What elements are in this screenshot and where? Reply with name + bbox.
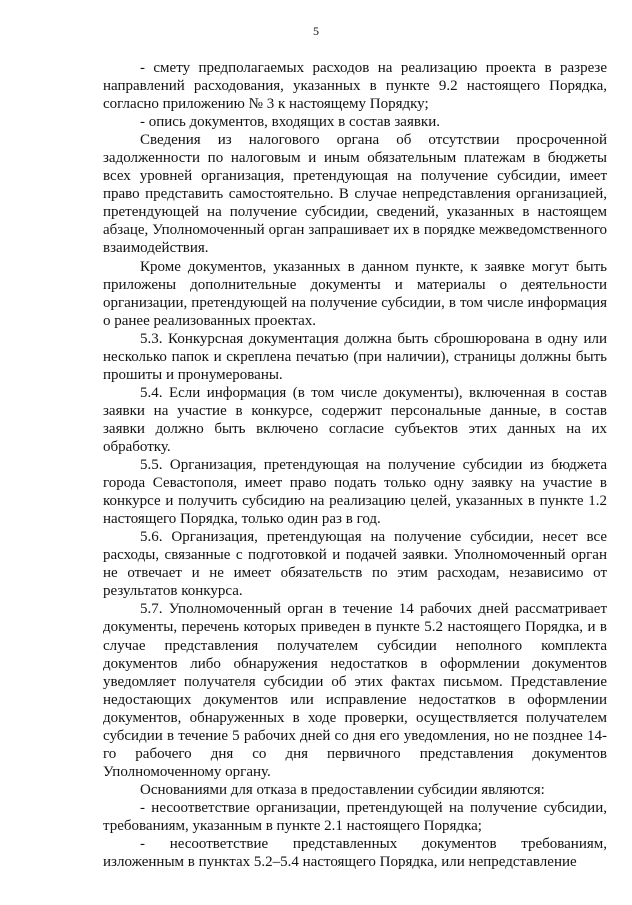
paragraph-estimate: - смету предполагаемых расходов на реализацию проекта в разрезе направлений расходования, указанных в пункте 9.2 настоящего Порядка, согласно приложению № 3 к настоящему Порядку; [103,60,607,113]
document-body [103,59,607,871]
paragraph-organization-mismatch: - несоответствие организации, претендующей на получение субсидии, требованиям, указанным в пункте 2.1 настоящего Порядка; [103,799,607,834]
paragraph-additional-documents: Кроме документов, указанных в данном пункте, к заявке могут быть приложены дополнительные документы и материалы о деятельности организации, претендующей на получение субсидии, в том числе информация о ранее реализованных проектах. [103,258,607,329]
page-number: 5 [313,24,319,38]
paragraph-5-5: 5.5. Организация, претендующая на получение субсидии из бюджета города Севастополя, имеет право подать только одну заявку на участие в конкурсе и получить субсидию на реализацию целей, указанных в пункте 1.2 настоящего Порядка, только один раз в год. [103,457,607,528]
paragraph-refusal-grounds: Основаниями для отказа в предоставлении субсидии являются: [140,781,545,798]
paragraph-5-7: 5.7. Уполномоченный орган в течение 14 рабочих дней рассматривает документы, перечень которых приведен в пункте 5.2 настоящего Порядка, и в случае представления получателем субсидии неполного комплекта документов либо обнаружения недостатков в оформлении документов уведомляет получателя субсидии об этих фактах письмом. Представление недостающих документов или исправление недостатков в оформлении документов, обнаруженных в ходе проверки, осуществляется получателем субсидии в течение 5 рабочих дней со дня его уведомления, но не позднее 14-го рабочего дня со дня первичного представления документов Уполномоченному органу. [103,601,607,780]
paragraph-documents-mismatch: - несоответствие представленных документов требованиям, изложенным в пунктах 5.2–5.4 настоящего Порядка, или непредставление [103,836,607,871]
paragraph-inventory: - опись документов, входящих в состав заявки. [140,114,440,131]
paragraph-5-3: 5.3. Конкурсная документация должна быть сброшюрована в одну или несколько папок и скреплена печатью (при наличии), страницы должны быть прошиты и пронумерованы. [103,330,607,383]
paragraph-tax-info: Сведения из налогового органа об отсутствии просроченной задолженности по налоговым и иным обязательным платежам в бюджеты всех уровней организация, претендующая на получение субсидии, имеет право представить самостоятельно. В случае непредставления организацией, претендующей на получение субсидии, сведений, указанных в настоящем абзаце, Уполномоченный орган запрашивает их в порядке межведомственного взаимодействия. [103,132,607,257]
paragraph-5-6: 5.6. Организация, претендующая на получение субсидии, несет все расходы, связанные с подготовкой и подачей заявки. Уполномоченный орган не отвечает и не имеет обязательств по этим расходам, независимо от результатов конкурса. [103,529,607,600]
paragraph-5-4: 5.4. Если информация (в том числе документы), включенная в состав заявки на участие в конкурсе, содержит персональные данные, в состав заявки должно быть включено согласие субъектов этих данных на их обработку. [103,384,607,455]
